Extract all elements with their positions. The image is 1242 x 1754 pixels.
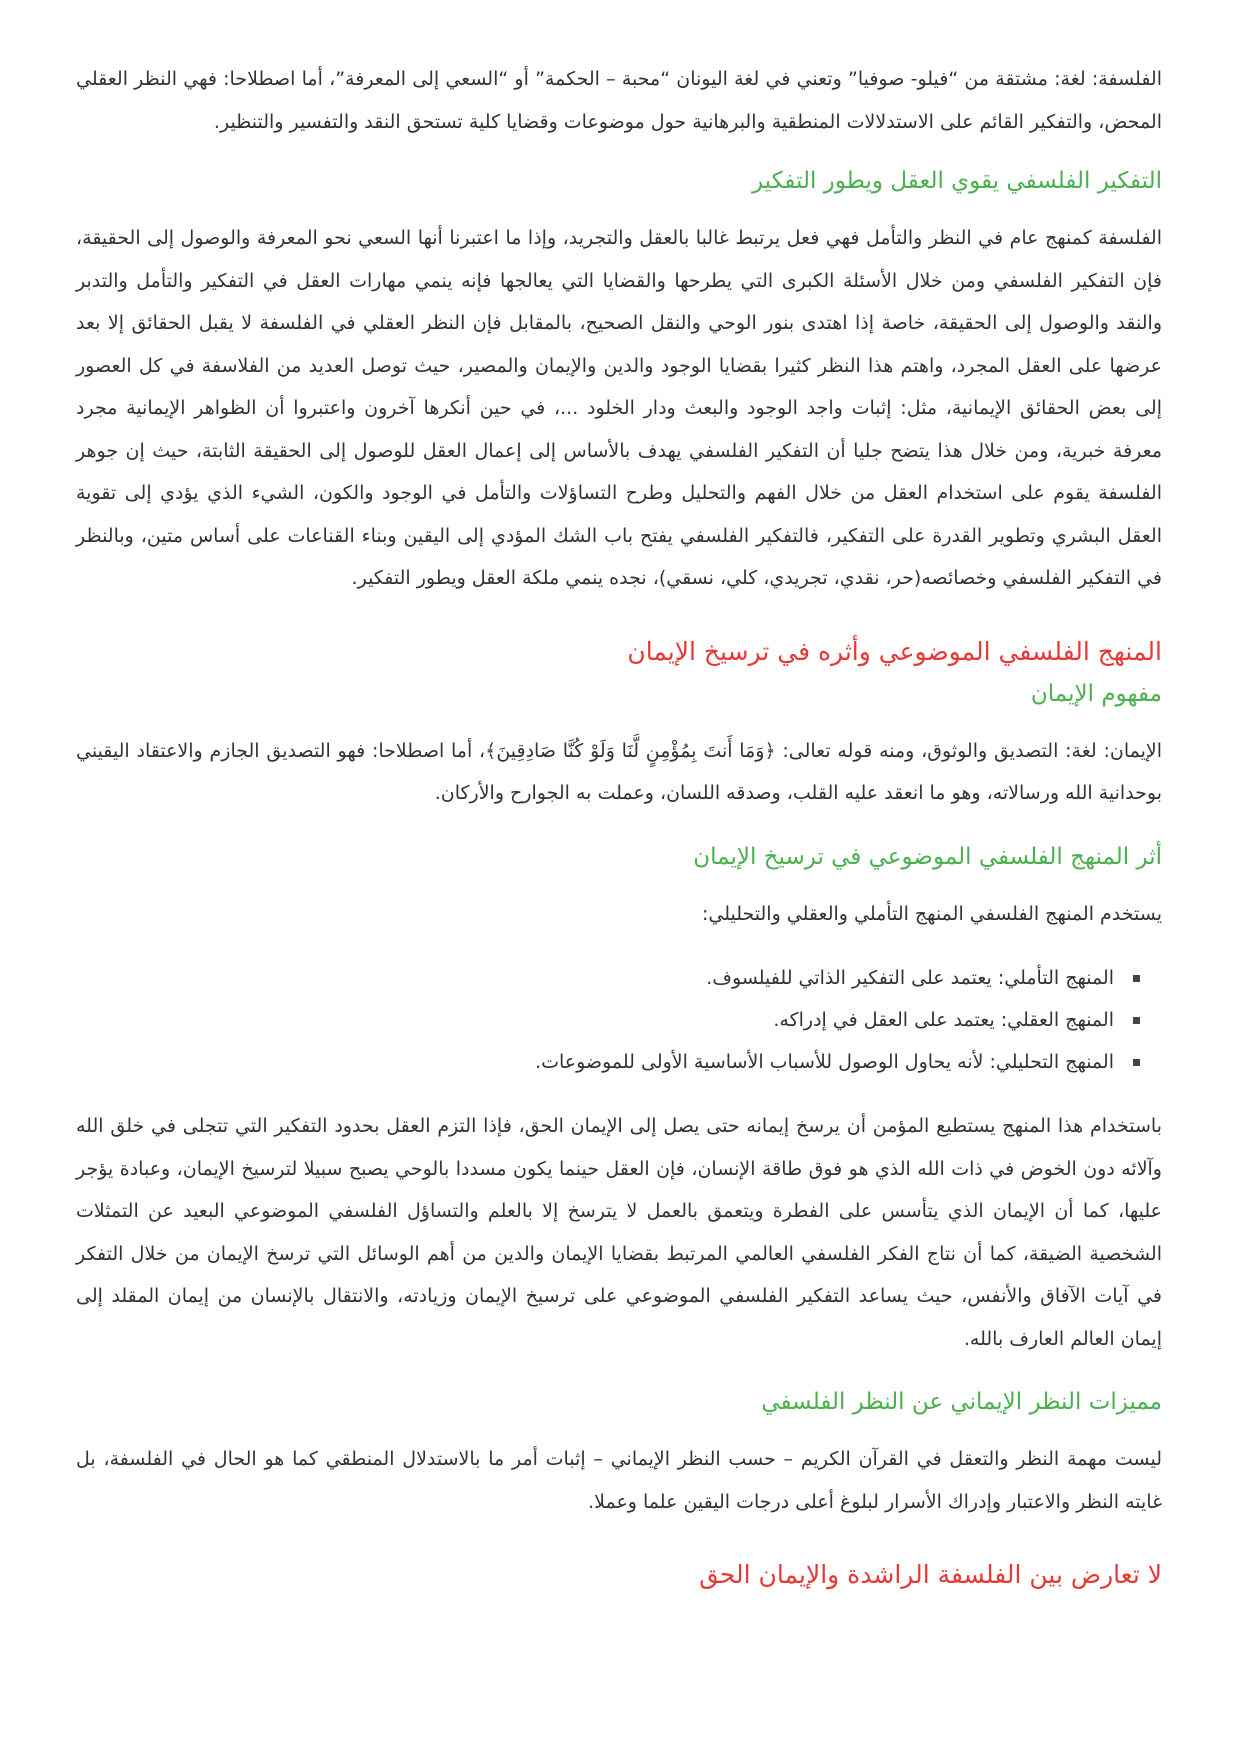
list-item: المنهج التحليلي: لأنه يحاول الوصول للأسباب الأساسية الأولى للموضوعات. [76, 1041, 1140, 1083]
subheading-method-effect: أثر المنهج الفلسفي الموضوعي في ترسيخ الإيمان [693, 843, 1162, 870]
square-bullet-icon [1133, 1017, 1140, 1024]
faith-concept-paragraph: الإيمان: لغة: التصديق والوثوق، ومنه قوله تعالى: ﴿وَمَا أَنتَ بِمُؤْمِنٍ لَّنَا وَلَوْ كُنَّا صَادِقِينَ﴾، أما اصطلاحا: فهو التصديق الجازم والاعتقاد اليقيني بوحدانية الله ورسالاته، وهو ما انعقد عليه القلب، وصدقه اللسان، وعملت به الجوارح والأركان. [76, 739, 1162, 804]
subheading-faith-concept: مفهوم الإيمان [1030, 680, 1162, 707]
subheading-faith-features: مميزات النظر الإيماني عن النظر الفلسفي [761, 1389, 1162, 1415]
method-effect-paragraph: باستخدام هذا المنهج يستطيع المؤمن أن يرسخ إيمانه حتى يصل إلى الإيمان الحق، فإذا التزم العقل بحدود التفكير التي تتجلى في خلق الله وآلائه دون الخوض في ذات الله الذي هو فوق طاقة الإنسان، فإن العقل حينما يكون مسددا بالوحي يصبح سبيلا لترسيخ الإيمان، وعبادة يؤجر عليها، كما أن الإيمان الذي يتأسس على الفطرة ويتعمق بالعمل لا يترسخ إلا بالعلم والتساؤل الفلسفي الموضوعي البعيد عن التمثلات الشخصية الضيقة، كما أن نتاج الفكر الفلسفي العالمي المرتبط بقضايا الإيمان والدين من أهم الوسائل التي ترسخ الإيمان من خلال التفكر في آيات الآفاق والأنفس، حيث يساعد التفكير الفلسفي الموضوعي على ترسيخ الإيمان وزيادته، والانتقال بالإنسان من إيمان المقلد إلى إيمان العالم العارف بالله. [76, 1115, 1162, 1350]
intro-paragraph: الفلسفة: لغة: مشتقة من “فيلو- صوفيا” وتعني في لغة اليونان “محبة – الحكمة” أو “السعي إلى المعرفة”، أما اصطلاحا: فهي النظر العقلي المحض، والتفكير القائم على الاستدلالات المنطقية والبرهانية حول موضوعات وقضايا كلية تستحق النقد والتفسير والتنظير. [76, 68, 1162, 133]
method-effect-lead: يستخدم المنهج الفلسفي المنهج التأملي والعقلي والتحليلي: [701, 902, 1162, 925]
main-heading-objective-method: المنهج الفلسفي الموضوعي وأثره في ترسيخ الإيمان [627, 636, 1162, 666]
faith-features-paragraph: ليست مهمة النظر والتعقل في القرآن الكريم – حسب النظر الإيماني – إثبات أمر ما بالاستدلال المنطقي كما هو الحال في الفلسفة، بل غايته النظر والاعتبار وإدراك الأسرار لبلوغ أعلى درجات اليقين علما وعملا. [76, 1448, 1162, 1513]
philosophical-thinking-paragraph: الفلسفة كمنهج عام في النظر والتأمل فهي فعل يرتبط غالبا بالعقل والتجريد، وإذا ما اعتبرنا أنها السعي نحو المعرفة والوصول إلى الحقيقة، فإن التفكير الفلسفي ومن خلال الأسئلة الكبرى التي يطرحها والقضايا التي يعالجها فإنه ينمي مهارات العقل في التفكير والتأمل والتدبر والنقد والوصول إلى الحقيقة، خاصة إذا اهتدى بنور الوحي والنقل الصحيح، بالمقابل فإن النظر العقلي في الفلسفة لا يقبل الحقائق إلا بعد عرضها على العقل المجرد، واهتم هذا النظر كثيرا بقضايا الوجود والدين والإيمان والمصير، حيث توصل العديد من الفلاسفة في كل العصور إلى بعض الحقائق الإيمانية، مثل: إثبات واجد الوجود والبعث ودار الخلود ...، في حين أنكرها آخرون واعتبروا أن الظواهر الإيمانية مجرد معرفة خبرية، ومن خلال هذا يتضح جليا أن التفكير الفلسفي يهدف بالأساس إلى إعمال العقل للوصول إلى الحقيقة الثابتة، حيث إن جوهر الفلسفة يقوم على استخدام العقل من خلال الفهم والتحليل وطرح التساؤلات والتأمل في الوجود والكون، الشيء الذي يؤدي إلى تقوية العقل البشري وتطوير القدرة على التفكير، فالتفكير الفلسفي يفتح باب الشك المؤدي إلى اليقين وبناء القناعات على أساس متين، وبالنظر في التفكير الفلسفي وخصائصه(حر، نقدي، تجريدي، كلي، نسقي)، نجده ينمي ملكة العقل ويطور التفكير. [76, 227, 1162, 589]
main-heading-no-contradiction: لا تعارض بين الفلسفة الراشدة والإيمان الحق [699, 1560, 1162, 1589]
methods-list [76, 957, 1162, 1083]
section-heading-philosophical-thinking: التفكير الفلسفي يقوي العقل ويطور التفكير [752, 168, 1162, 194]
square-bullet-icon [1133, 975, 1140, 982]
list-item: المنهج التأملي: يعتمد على التفكير الذاتي للفيلسوف. [76, 957, 1140, 999]
square-bullet-icon [1133, 1059, 1140, 1066]
list-item: المنهج العقلي: يعتمد على العقل في إدراكه. [76, 999, 1140, 1041]
